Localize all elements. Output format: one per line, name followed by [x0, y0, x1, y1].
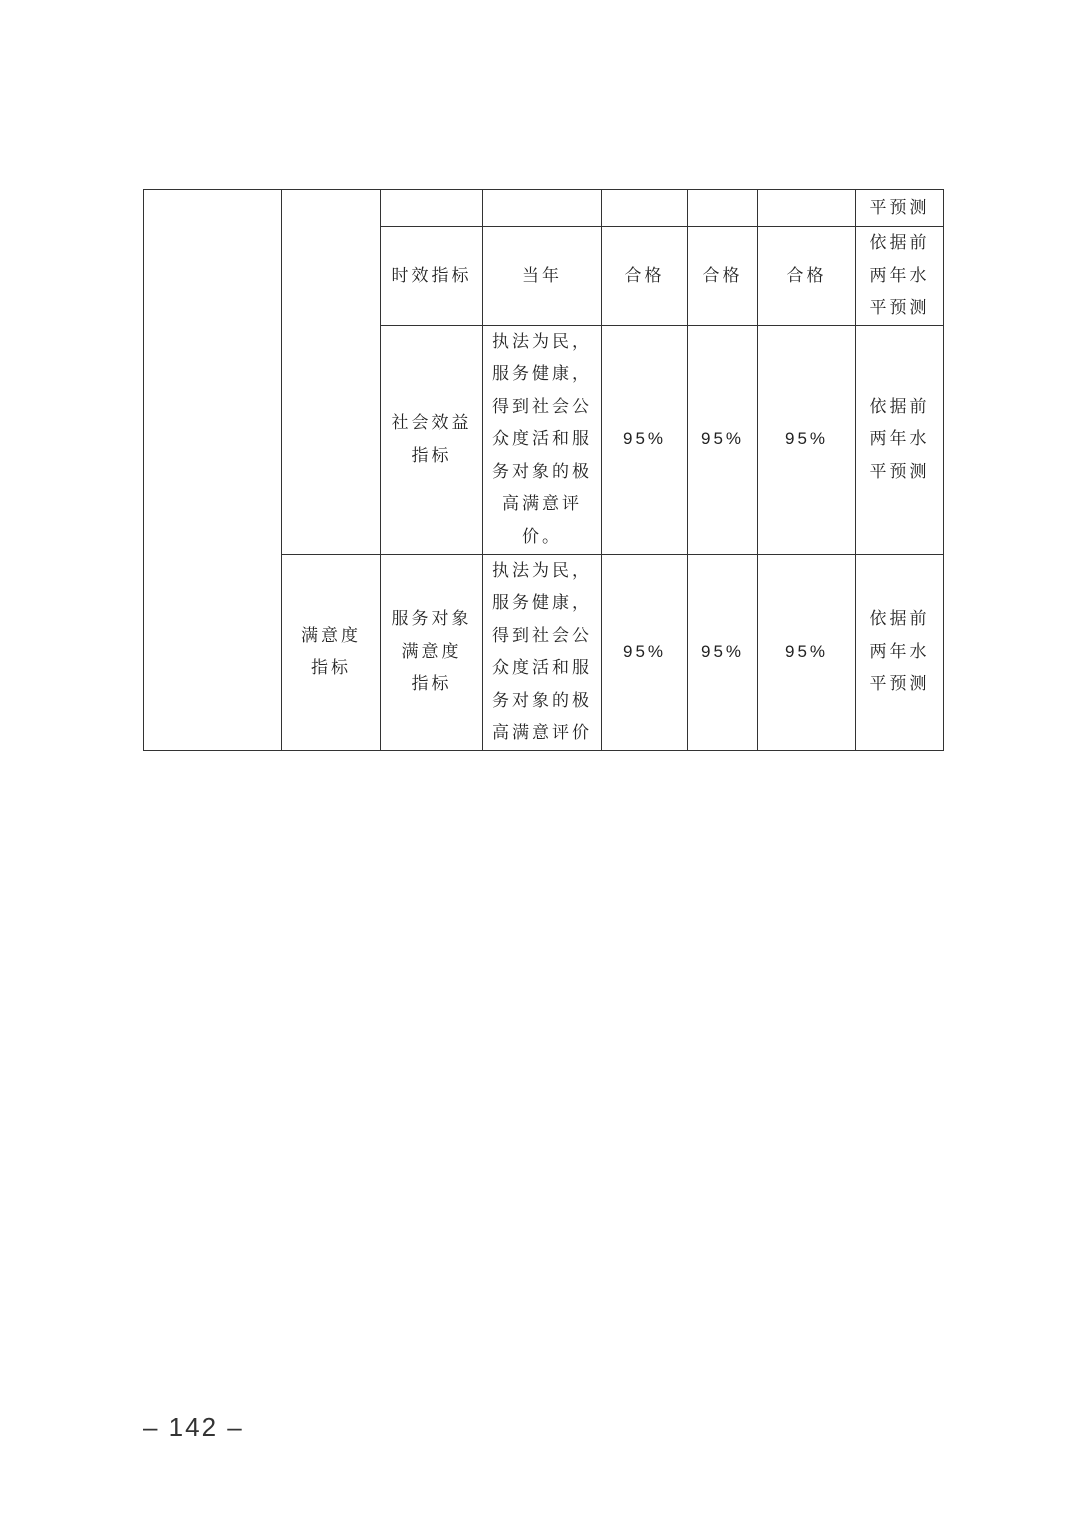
- first-level-indicator-cell: [144, 190, 282, 751]
- indicator-name: 服务对象 满意度 指标: [381, 554, 483, 750]
- value-cell: 95%: [758, 554, 856, 750]
- second-level-indicator-cell: [282, 190, 381, 555]
- index-value: 执法为民， 服务健康， 得到社会公 众度活和服 务对象的极 高满意评 价。: [483, 325, 602, 554]
- reference-cell: 依据前 两年水 平预测: [856, 227, 944, 326]
- value-cell: 95%: [688, 554, 758, 750]
- index-value-cell: [483, 190, 602, 227]
- value-cell: 95%: [758, 325, 856, 554]
- indicator-name: 时效指标: [381, 227, 483, 326]
- index-value: 当年: [483, 227, 602, 326]
- reference-cell: 依据前 两年水 平预测: [856, 554, 944, 750]
- indicator-name: 社会效益 指标: [381, 325, 483, 554]
- table-row-continuation: [144, 190, 944, 227]
- value-cell: 95%: [602, 554, 688, 750]
- index-value: 执法为民， 服务健康， 得到社会公 众度活和服 务对象的极 高满意评价: [483, 554, 602, 750]
- page-number: – 142 –: [143, 1412, 244, 1442]
- reference-cell: 依据前 两年水 平预测: [856, 325, 944, 554]
- value-cell: [688, 190, 758, 227]
- third-level-indicator-cell: [381, 190, 483, 227]
- value-cell: 95%: [602, 325, 688, 554]
- value-cell: [758, 190, 856, 227]
- value-cell: 95%: [688, 325, 758, 554]
- reference-cell: 平预测: [856, 190, 944, 227]
- value-cell: 合格: [602, 227, 688, 326]
- value-cell: [602, 190, 688, 227]
- performance-indicator-table: [143, 189, 944, 751]
- category-name: 满意度 指标: [282, 554, 381, 750]
- value-cell: 合格: [688, 227, 758, 326]
- value-cell: 合格: [758, 227, 856, 326]
